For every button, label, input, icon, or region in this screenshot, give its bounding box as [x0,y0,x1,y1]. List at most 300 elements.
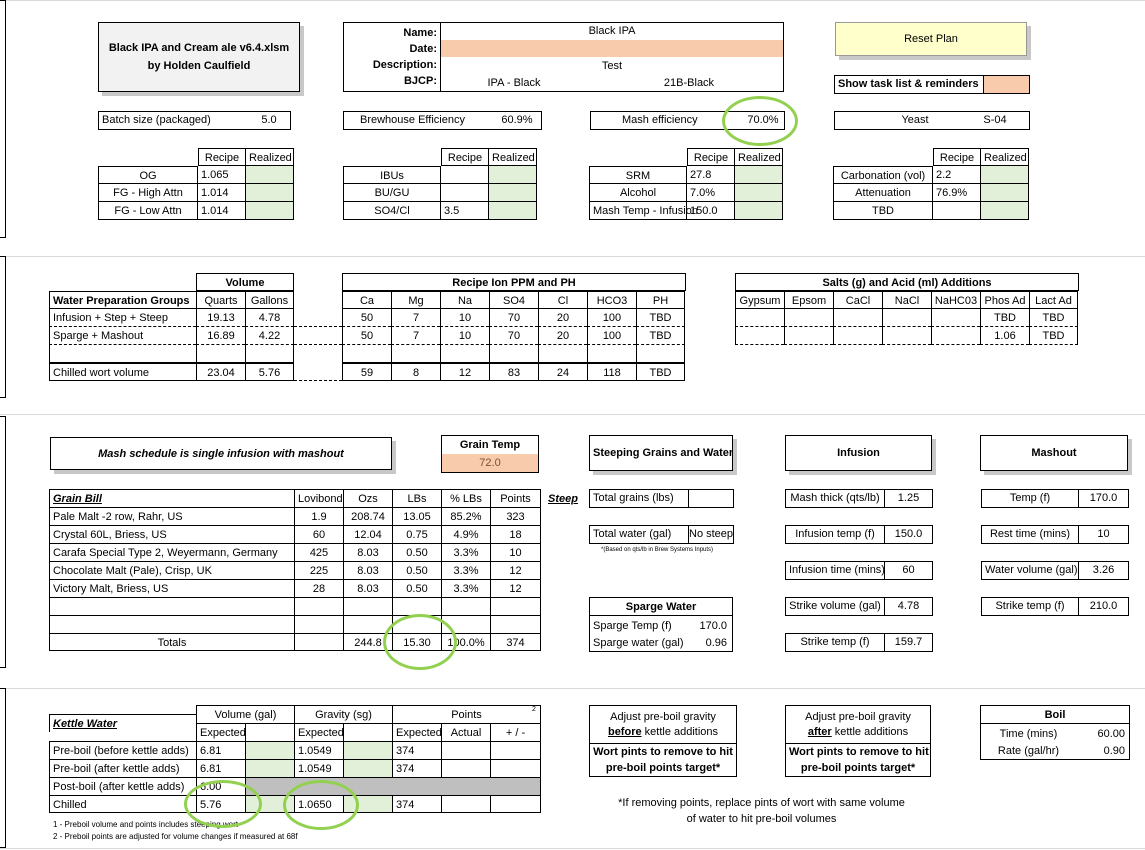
salt-col-header: Gypsum [735,291,784,309]
infusion-value[interactable]: 60 [884,562,932,579]
infusion-row [785,489,933,508]
chilled-gallons: 5.76 [245,363,294,381]
grain-value: 12 [490,579,541,597]
salt-value[interactable] [735,327,784,345]
mashout-label: Water volume (gal) [985,564,1078,576]
actual-gravity-input[interactable] [343,759,392,777]
kettle-note-1: 1 - Preboil volume and points includes steeping wort [53,820,238,829]
spacer [391,345,440,363]
volume-title: Volume [196,273,294,291]
row-label: Carbonation (vol) [833,166,933,184]
bjcp-code[interactable]: 21B-Black [663,77,715,89]
reset-plan-button[interactable] [835,22,1027,56]
adjust-before-l1: Adjust pre-boil gravity [610,711,716,723]
points-group-header: Points [392,705,541,723]
expected-points: 374 [392,759,441,777]
mashout-label: Rest time (mins) [989,528,1071,540]
expected-header: Expected [392,723,441,741]
ion-col-header: Na [440,291,489,309]
recipe-value: 1.014 [198,184,246,202]
infusion-row [785,561,933,580]
ion-value: 50 [342,309,391,327]
recipe-value [441,184,489,202]
row-label: SRM [589,166,687,184]
realized-col-header: Realized [246,148,294,166]
salt-value[interactable]: TBD [1029,327,1078,345]
salt-col-header: NaHC03 [931,291,980,309]
expected-gravity: 1.0650 [294,795,343,813]
ion-value: 100 [587,309,636,327]
sparge-water-value: 0.96 [705,637,727,649]
spacer [440,345,489,363]
grain-col-header: % LBs [441,489,490,507]
grain-name[interactable] [49,615,294,633]
infusion-label: Strike temp (f) [800,636,870,648]
realized-input[interactable] [981,202,1029,220]
grain-value: 12.04 [343,525,392,543]
sparge-temp-label: Sparge Temp (f) [593,620,672,632]
grain-value: 208.74 [343,507,392,525]
actual-points [441,759,490,777]
volume-group-header: Volume (gal) [196,705,294,723]
highlight-ring [383,614,457,670]
grain-temp-value[interactable]: 72.0 [442,454,538,472]
grain-value: 28 [294,579,343,597]
outline-bar [0,256,6,398]
brewhouse-efficiency-label: Brewhouse Efficiency [360,114,465,126]
batch-size-label: Batch size (packaged) [102,114,211,126]
totals-label: Totals [49,633,294,651]
grain-name[interactable]: Crystal 60L, Briess, US [49,525,294,543]
realized-input[interactable] [735,166,783,184]
grain-name[interactable]: Carafa Special Type 2, Weyermann, Germany [49,543,294,561]
mashout-label: Temp (f) [1009,492,1051,504]
ion-col-header: HCO3 [587,291,636,309]
expected-volume: 6.81 [196,759,245,777]
description-label: Description: [372,59,437,71]
adjust-after-rest: kettle additions [831,726,909,738]
mashout-title-box [980,435,1128,471]
reset-plan-label: Reset Plan [904,33,958,45]
kettle-row-label: Pre-boil (after kettle adds) [49,759,196,777]
water-preparation [49,273,1079,385]
points-footnote: 2 [532,706,536,713]
steep-col-header: Steep [548,493,578,505]
ion-value: 7 [391,309,440,327]
recipe-value: 1.014 [198,202,246,220]
grain-name[interactable] [49,597,294,615]
realized-input[interactable] [735,202,783,220]
ion-title: Recipe Ion PPM and PH [342,273,686,291]
row-label: IBUs [343,166,441,184]
adjust-after-emph: after [807,726,832,738]
grain-value: 8.03 [343,543,392,561]
salt-value[interactable] [882,327,931,345]
salt-col-header: Lact Ad [1029,291,1078,309]
quarts-value: 19.13 [196,309,245,327]
date-label: Date: [409,43,437,55]
yeast-label: Yeast [901,114,929,126]
salt-title: Salts (g) and Acid (ml) Additions [735,273,1079,291]
infusion-value[interactable]: 1.25 [884,490,932,507]
grain-value: 18 [490,525,541,543]
infusion-title-box [785,435,932,471]
realized-col-header: Realized [735,148,783,166]
kettle-row-label: Chilled [49,795,196,813]
ion-col-header: Cl [538,291,587,309]
boil-time-label: Time (mins) [999,728,1058,740]
batch-size-value[interactable]: 5.0 [261,114,277,126]
grain-value: 4.9% [441,525,490,543]
boil-box [980,705,1130,760]
steep-grains-row [589,489,734,508]
yeast-value[interactable]: S-04 [983,114,1007,126]
ion-value: 70 [489,327,538,345]
sparge-temp-value[interactable]: 170.0 [699,620,727,632]
adjust-before-emph: before [607,726,642,738]
chilled-ion-value: 83 [489,363,538,381]
realized-input[interactable] [489,202,537,220]
spacer [294,633,343,651]
spacer [489,345,538,363]
realized-input[interactable] [246,202,294,220]
grain-col-header: Lovibond [294,489,343,507]
row-label: OG [98,166,198,184]
row-label: SO4/Cl [343,202,441,220]
row-label: Mash Temp - Infusion [589,202,687,220]
gallons-value: 4.22 [245,327,294,345]
chilled-ion-value: 118 [587,363,636,381]
grain-col-header: Ozs [343,489,392,507]
salt-value[interactable] [784,327,833,345]
ion-value: 10 [440,309,489,327]
grain-name[interactable]: Pale Malt -2 row, Rahr, US [49,507,294,525]
ion-value: 7 [391,327,440,345]
grain-value [343,597,392,615]
grain-value [490,597,541,615]
recipe-col-header: Recipe [687,148,735,166]
sparge-title: Sparge Water [590,598,732,616]
title-line-1: Black IPA and Cream ale v6.4.xlsm [108,42,290,54]
grain-value: 425 [294,543,343,561]
border [540,777,541,795]
bjcp-label: BJCP: [403,75,437,87]
chilled-ion-value: TBD [636,363,685,381]
steeping-title-box [589,435,733,471]
steep-water-value: No steep [688,526,733,543]
row-label: Alcohol [589,184,687,202]
salt-value[interactable]: 1.06 [980,327,1029,345]
show-task-toggle[interactable] [983,76,1029,93]
salt-value[interactable] [833,327,882,345]
salt-value[interactable]: TBD [1029,309,1078,327]
spacer [196,345,245,363]
totals-value: 15.30 [392,633,441,651]
boil-rate-label: Rate (gal/hr) [997,745,1060,757]
ion-value: TBD [636,309,685,327]
recipe-col-header: Recipe [198,148,246,166]
grain-value: 3.3% [441,543,490,561]
boil-rate-value[interactable]: 0.90 [1103,745,1125,757]
brewhouse-efficiency-value: 60.9% [501,114,533,126]
adjust-after-w1: Wort pints to remove to hit [786,743,930,760]
salt-value[interactable] [833,309,882,327]
adjust-before-l2 [590,723,736,741]
recipe-info [343,22,784,92]
water-group-label: Infusion + Step + Steep [49,309,196,327]
salt-col-header: CaCl [833,291,882,309]
infusion-label: Infusion time (mins) [789,564,885,576]
show-task-list[interactable] [834,75,1030,94]
chilled-ion-value: 59 [342,363,391,381]
actual-volume-input[interactable] [245,759,294,777]
title-line-2: by Holden Caulfield [147,60,251,72]
adjust-after-w2: pre-boil points target* [800,762,916,774]
spacer [342,345,391,363]
grain-value: 0.50 [392,543,441,561]
actual-header: Actual [441,723,490,741]
ion-value: 100 [587,327,636,345]
mash-efficiency-label: Mash efficiency [622,114,698,126]
actual-points [441,795,490,813]
grain-value: 1.9 [294,507,343,525]
grain-temp-box [441,435,539,473]
ion-col-header: SO4 [489,291,538,309]
realized-input[interactable] [981,184,1029,202]
row-label: FG - Low Attn [98,202,198,220]
chilled-label: Chilled wort volume [49,363,196,381]
grain-name[interactable]: Chocolate Malt (Pale), Crisp, UK [49,561,294,579]
expected-points: 374 [392,795,441,813]
infusion-row [785,633,933,652]
chilled-quarts: 23.04 [196,363,245,381]
mashout-value[interactable]: 170.0 [1078,490,1128,507]
grain-name[interactable]: Victory Malt, Briess, US [49,579,294,597]
steep-grains-value [688,490,733,507]
groups-label: Water Preparation Groups [49,291,196,309]
points-diff [490,741,541,759]
connector [294,326,342,327]
infusion-row [785,597,933,616]
salt-value[interactable] [882,309,931,327]
highlight-ring [283,780,359,830]
spacer [49,345,196,363]
infusion-value[interactable]: 159.7 [884,634,932,651]
grain-value: 13.05 [392,507,441,525]
grain-value: 0.50 [392,579,441,597]
highlight-ring [722,96,798,146]
highlight-ring [184,780,262,828]
name-value[interactable]: Black IPA [588,25,636,37]
steep-note: *(Based on qts/lb in Brew Systems Inputs) [601,547,714,553]
realized-input[interactable] [489,184,537,202]
chilled-ion-value: 12 [440,363,489,381]
grain-col-header: Points [490,489,541,507]
mashout-value[interactable]: 210.0 [1078,598,1128,615]
realized-col-header: Realized [981,148,1029,166]
grain-col-header: LBs [392,489,441,507]
adjust-before-w1: Wort pints to remove to hit [590,743,736,760]
grain-value [294,615,343,633]
realized-input[interactable] [246,184,294,202]
adjust-note-2: of water to hit pre-boil volumes [686,813,837,825]
infusion-label: Strike volume (gal) [789,600,881,612]
grain-value: 323 [490,507,541,525]
recipe-value: 150.0 [687,202,735,220]
bjcp-style[interactable]: IPA - Black [487,77,541,89]
realized-input[interactable] [489,166,537,184]
kettle-note-2: 2 - Preboil points are adjusted for volume changes if measured at 68f [53,832,298,841]
mashout-row [981,489,1129,508]
grain-value: 225 [294,561,343,579]
workbook-title [98,22,300,92]
points-diff [490,795,541,813]
expected-gravity: 1.0549 [294,741,343,759]
description-value[interactable]: Test [601,60,623,72]
spacer [245,345,294,363]
grain-temp-label: Grain Temp [459,439,521,451]
mashout-value[interactable]: 10 [1078,526,1128,543]
expected-header: Expected [196,723,245,741]
infusion-title: Infusion [837,447,880,459]
grain-value: 0.50 [392,561,441,579]
infusion-label: Mash thick (qts/lb) [790,492,880,504]
totals-value: 374 [490,633,541,651]
grain-value: 3.3% [441,579,490,597]
recipe-value: 76.9% [933,184,981,202]
salt-value[interactable] [735,309,784,327]
boil-time-value[interactable]: 60.00 [1097,728,1125,740]
ion-value: 50 [342,327,391,345]
infusion-value[interactable]: 150.0 [884,526,932,543]
spacer [636,345,685,363]
show-task-list-label: Show task list & reminders [838,78,979,90]
spacer [538,345,587,363]
ion-value: 20 [538,309,587,327]
adjust-after-box [785,705,931,777]
recipe-value: 2.2 [933,166,981,184]
salt-col-header: NaCl [882,291,931,309]
mashout-label: Strike temp (f) [995,600,1065,612]
realized-input[interactable] [981,166,1029,184]
yeast-box [834,111,1030,130]
infusion-label: Infusion temp (f) [795,528,875,540]
kettle-water-label: Kettle Water [49,714,196,732]
mash-schedule-box [50,437,392,470]
infusion-row [785,525,933,544]
realized-input[interactable] [246,166,294,184]
mashout-value[interactable]: 3.26 [1078,562,1128,579]
name-label: Name: [403,27,437,39]
grain-value: 8.03 [343,579,392,597]
steeping-title: Steeping Grains and Water [593,447,734,459]
steep-grains-label: Total grains (lbs) [593,492,674,504]
spacer [343,723,392,741]
grain-value: 3.3% [441,561,490,579]
salt-value[interactable]: TBD [980,309,1029,327]
recipe-col-header: Recipe [933,148,981,166]
ion-value: 70 [489,309,538,327]
outline-bar [0,416,6,668]
salt-col-header: Phos Ad [980,291,1029,309]
salt-value[interactable] [784,309,833,327]
grain-value [392,597,441,615]
mash-schedule-text: Mash schedule is single infusion with mashout [98,448,344,460]
grain-bill-label: Grain Bill [49,489,294,507]
water-group-label: Sparge + Mashout [49,327,196,345]
outline-bar [0,0,6,238]
grain-value: 8.03 [343,561,392,579]
grain-value [294,597,343,615]
adjust-after-l1: Adjust pre-boil gravity [805,711,911,723]
salt-value[interactable] [931,327,980,345]
expected-header: Expected [294,723,343,741]
actual-volume-input[interactable] [245,741,294,759]
adjust-note-1: *If removing points, replace pints of wort with same volume [618,797,905,809]
grain-value [441,597,490,615]
row-label: TBD [833,202,933,220]
grain-value: 10 [490,543,541,561]
actual-gravity-input[interactable] [343,741,392,759]
boil-title: Boil [981,706,1129,724]
expected-points: 374 [392,741,441,759]
expected-volume: 6.00 [196,777,245,795]
totals-value: 100.0% [441,633,490,651]
adjust-before-w2: pre-boil points target* [605,762,721,774]
grain-value: 12 [490,561,541,579]
grain-value: 0.75 [392,525,441,543]
spacer [587,345,636,363]
salt-value[interactable] [931,309,980,327]
expected-volume: 6.81 [196,741,245,759]
expected-volume: 5.76 [196,795,245,813]
mashout-row [981,561,1129,580]
adjust-after-l2 [786,723,930,741]
actual-points [441,741,490,759]
chilled-ion-value: 24 [538,363,587,381]
ion-col-header: Mg [391,291,440,309]
grain-value: 85.2% [441,507,490,525]
points-diff [490,759,541,777]
pm-header: + / - [490,723,541,741]
mash-efficiency-value[interactable]: 70.0% [747,114,779,126]
ion-value: 10 [440,327,489,345]
gallons-value: 4.78 [245,309,294,327]
quarts-value: 16.89 [196,327,245,345]
ion-value: TBD [636,327,685,345]
gravity-group-header: Gravity (sg) [294,705,392,723]
expected-gravity: 1.0549 [294,759,343,777]
infusion-value[interactable]: 4.78 [884,598,932,615]
realized-col-header: Realized [489,148,537,166]
grain-value [490,615,541,633]
sparge-water-label: Sparge water (gal) [593,637,684,649]
chilled-ion-value: 8 [391,363,440,381]
kettle-row-label: Post-boil (after kettle adds) [49,777,196,795]
brewhouse-efficiency-box [343,111,542,130]
realized-input[interactable] [735,184,783,202]
recipe-value: 7.0% [687,184,735,202]
mashout-row [981,597,1129,616]
ion-col-header: PH [636,291,685,309]
grain-value [343,615,392,633]
recipe-value: 27.8 [687,166,735,184]
grain-value: 60 [294,525,343,543]
salt-col-header: Epsom [784,291,833,309]
date-input[interactable] [441,40,783,57]
adjust-before-box [589,705,737,777]
row-label: FG - High Attn [98,184,198,202]
